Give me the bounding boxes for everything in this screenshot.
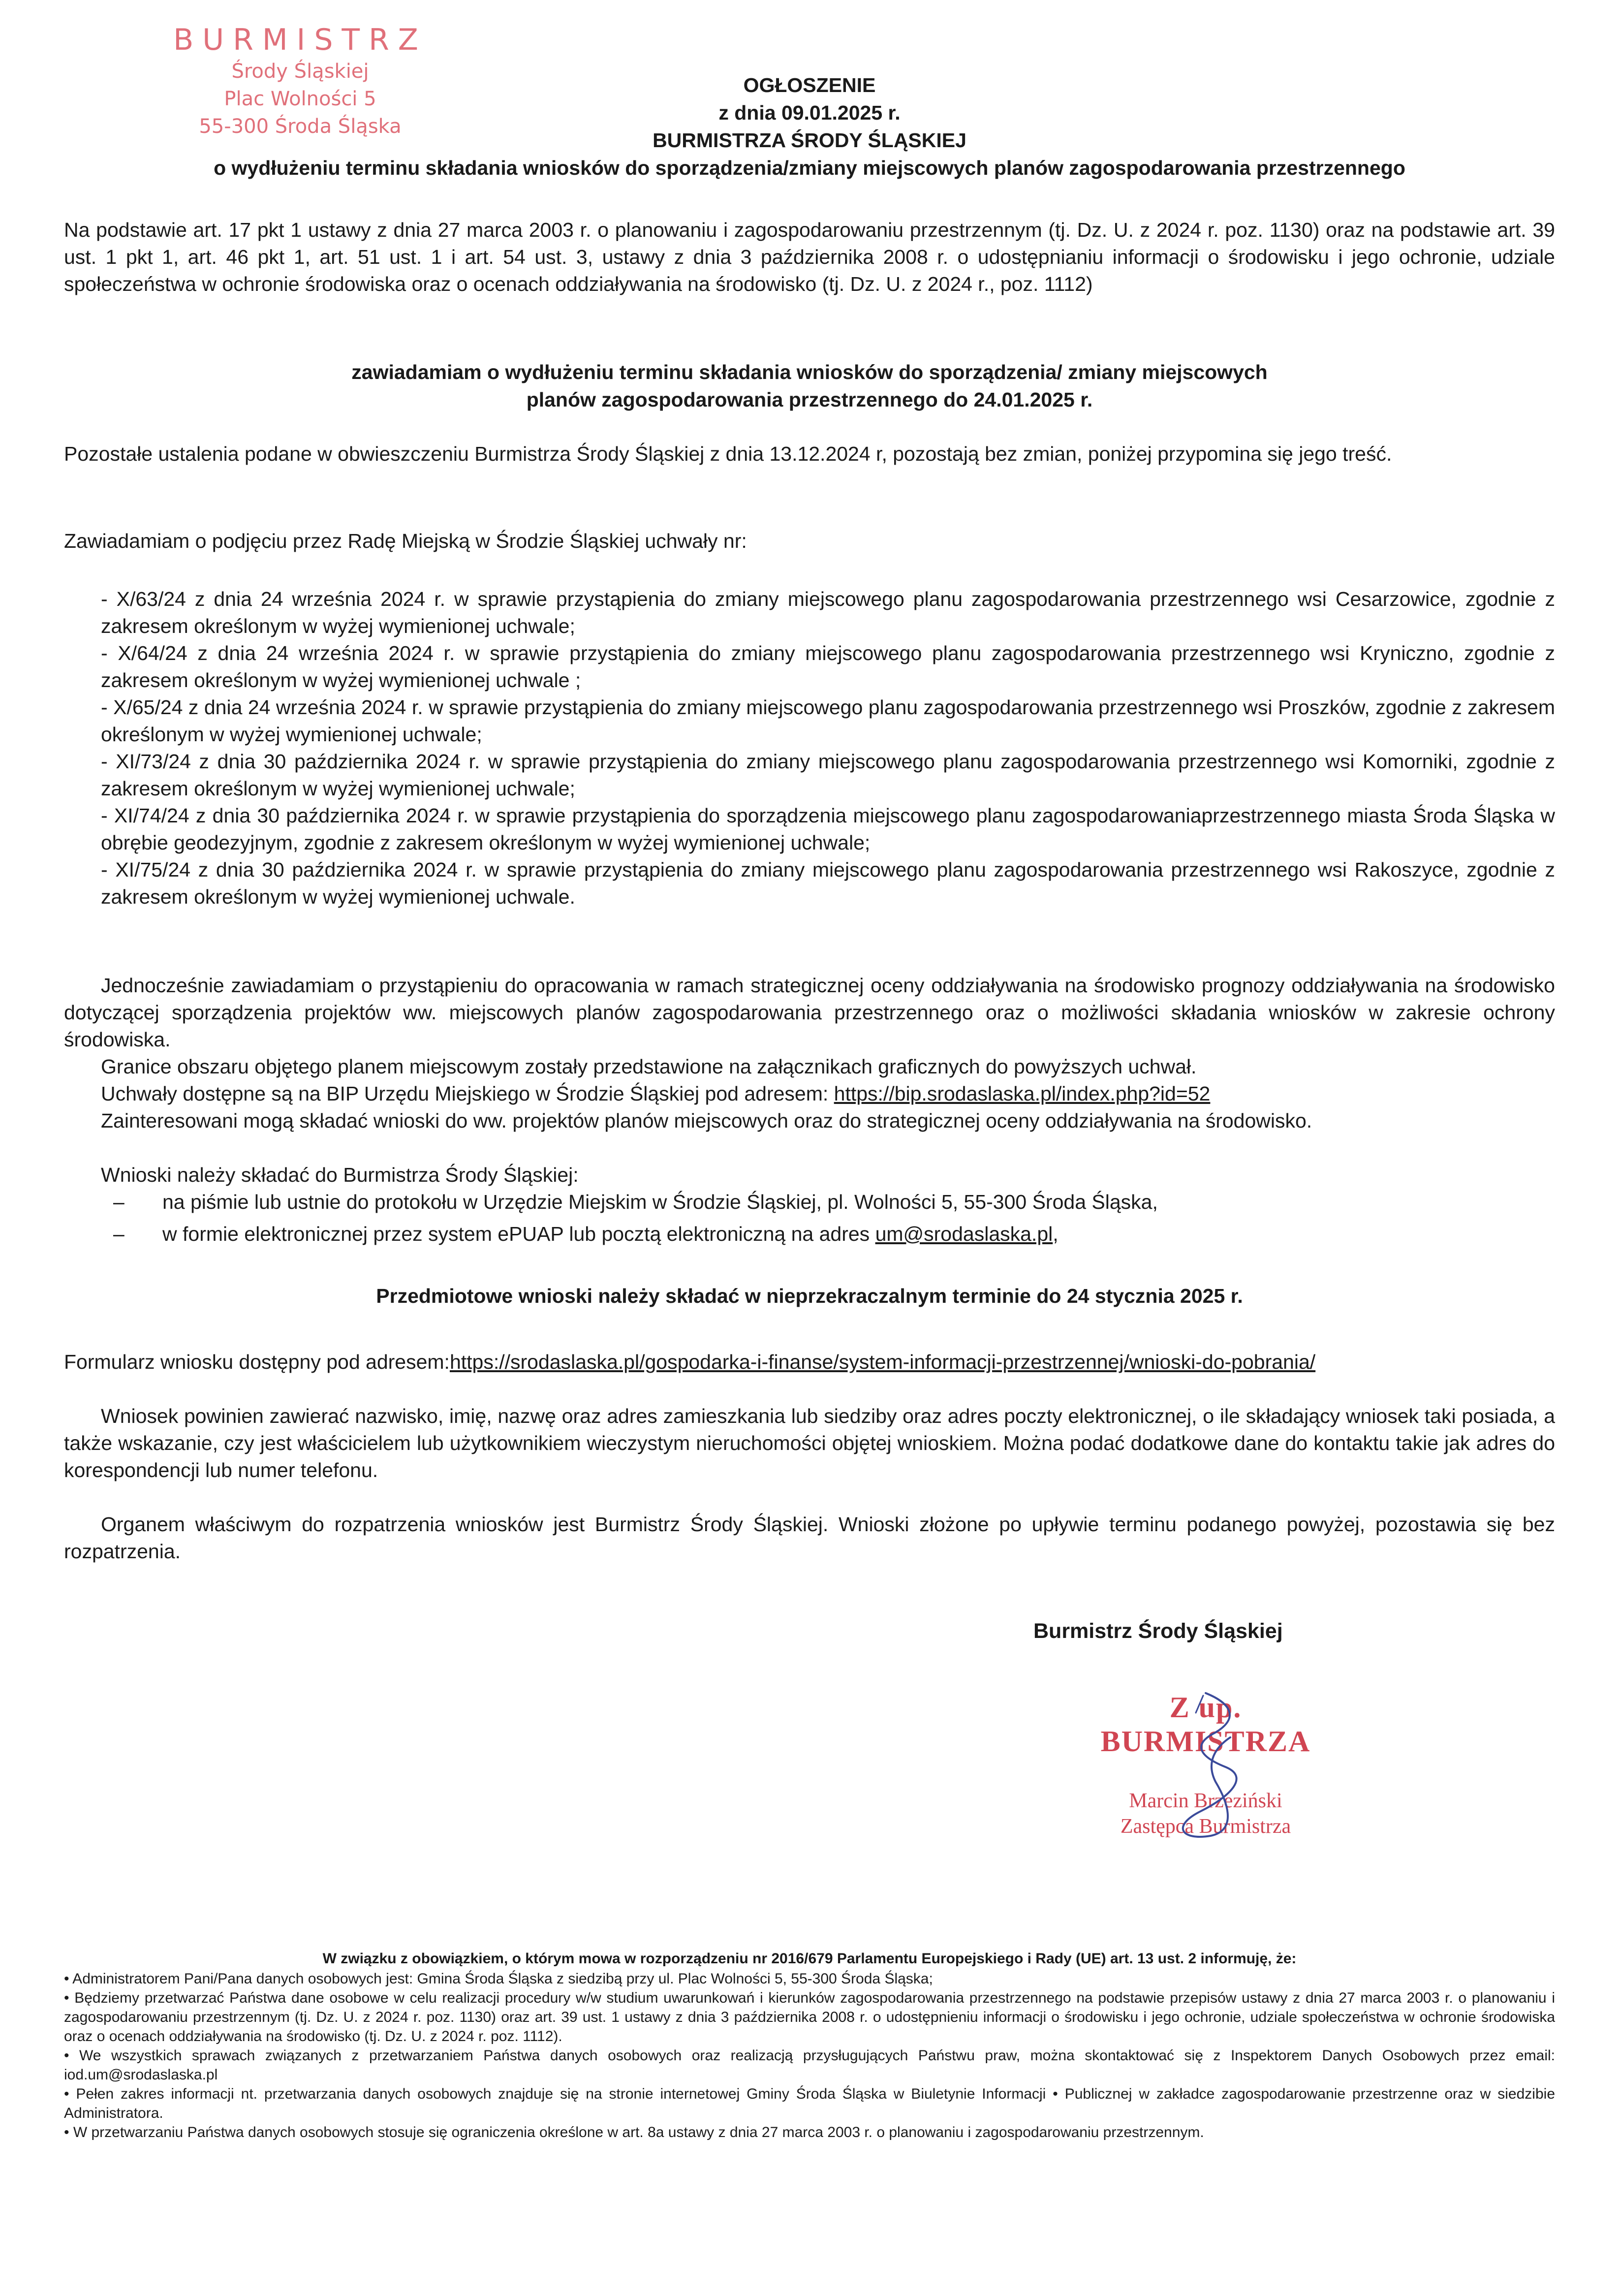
submission-option-2: [113, 1221, 1059, 1248]
resolutions-list: [101, 586, 1555, 911]
gdpr-item: • Pełen zakres informacji nt. przetwarzania danych osobowych znajduje się na stronie internetowej Gminy Środa Śląska w Biuletynie Informacji • Publicznej w zakładce zagospodarowanie przestrzenne oraz w siedzibie Administratora.: [64, 2086, 1555, 2121]
stamp-sig-line-2: Marcin Brzeziński: [1129, 1790, 1282, 1812]
notice-statement: [64, 358, 1555, 413]
document-authority: BURMISTRZA ŚRODY ŚLĄSKIEJ: [653, 129, 966, 152]
authority-note: Organem właściwym do rozpatrzenia wniosków jest Burmistrz Środy Śląskiej. Wnioski złożone po upływie terminu podanego powyżej, pozostawia się bez rozpatrzenia.: [64, 1513, 1555, 1563]
stamp-line-2: Środy Śląskiej: [231, 60, 369, 83]
stamp-line-1: BURMISTRZ: [173, 23, 427, 57]
document-header: [64, 71, 1555, 182]
submission-option-1: [113, 1189, 1158, 1216]
submission-option-2-text: w formie elektronicznej przez system ePUAP lub pocztą elektroniczną na adres: [162, 1223, 875, 1245]
document-date: z dnia 09.01.2025 r.: [718, 101, 901, 124]
form-text: Formularz wniosku dostępny pod adresem:: [64, 1351, 450, 1373]
notice-line-2: planów zagospodarowania przestrzennego do 24.01.2025 r.: [526, 388, 1093, 411]
resolution-item: - XI/73/24 z dnia 30 października 2024 r. w sprawie przystąpienia do zmiany miejscowego planu zagospodarowania przestrzennego wsi Komorniki, zgodnie z zakresem określonym w wyżej wymienionej uchwale;: [101, 750, 1555, 800]
email-link[interactable]: um@srodaslaska.pl: [875, 1223, 1053, 1245]
resolution-item: - X/63/24 z dnia 24 września 2024 r. w sprawie przystąpienia do zmiany miejscowego planu zagospodarowania przestrzennego wsi Cesarzowice, zgodnie z zakresem określonym w wyżej wymienionej uchwale;: [101, 588, 1555, 637]
bip-text: Uchwały dostępne są na BIP Urzędu Miejskiego w Środzie Śląskiej pod adresem:: [101, 1082, 834, 1105]
body-paragraph-2: Granice obszaru objętego planem miejscowym zostały przedstawione na załącznikach graficznych do powyższych uchwał.: [101, 1055, 1197, 1078]
form-paragraph: [64, 1349, 1555, 1376]
document-subject: o wydłużeniu terminu składania wniosków do sporządzenia/zmiany miejscowych planów zagospodarowania przestrzennego: [214, 157, 1405, 179]
gdpr-heading: W związku z obowiązkiem, o którym mowa w rozporządzeniu nr 2016/679 Parlamentu Europejskiego i Rady (UE) art. 13 ust. 2 informuję, że:: [322, 1950, 1297, 1967]
deadline-statement: Przedmiotowe wnioski należy składać w nieprzekraczalnym terminie do 24 stycznia 2025 r.: [376, 1285, 1243, 1307]
resolutions-intro: Zawiadamiam o podjęciu przez Radę Miejską w Środzie Śląskiej uchwały nr:: [64, 530, 747, 552]
stamp-sig-line-1: Z up. BURMISTRZA: [1100, 1691, 1311, 1758]
signatory-title: Burmistrz Środy Śląskiej: [1033, 1619, 1283, 1643]
gdpr-item: • We wszystkich sprawach związanych z przetwarzaniem Państwa danych osobowych oraz realizacją przysługujących Państwu praw, można skontaktować się z Inspektorem Danych Osobowych przez email: iod.um@srodaslaska.pl: [64, 2047, 1555, 2083]
gdpr-item: • Będziemy przetwarzać Państwa dane osobowe w celu realizacji procedury w/w studium uwarunkowań i kierunków zagospodarowania przestrzennego na podstawie przepisów ustawy z dnia 27 marca 2003 r. o planowaniu i zagospodarowaniu przestrzennym (tj. Dz. U. z 2024 r. poz. 1130) oraz art. 39 ust. 1 ustawy z dnia 3 października 2008 r. o udostępnieniu informacji o środowisku i jego ochronie, udziale społeczeństwa w ochronie środowiska oraz o ocenach oddziaływania na środowisko (tj. Dz. U. z 2024 r. poz. 1112).: [64, 1990, 1555, 2044]
resolution-item: - XI/75/24 z dnia 30 października 2024 r. w sprawie przystąpienia do zmiany miejscowego planu zagospodarowania przestrzennego wsi Rakoszyce, zgodnie z zakresem określonym w wyżej wymienionej uchwale.: [101, 858, 1555, 908]
gdpr-footer: [64, 1949, 1555, 2142]
stamp-line-3: Plac Wolności 5: [224, 88, 376, 110]
resolution-item: - X/64/24 z dnia 24 września 2024 r. w sprawie przystąpienia do zmiany miejscowego planu zagospodarowania przestrzennego wsi Kryniczno, zgodnie z zakresem określonym w wyżej wymienionej uchwale ;: [101, 642, 1555, 692]
handwritten-signature: [1053, 1683, 1358, 1846]
body-paragraph-4: Zainteresowani mogą składać wnioski do ww. projektów planów miejscowych oraz do strategicznej oceny oddziaływania na środowisko.: [101, 1109, 1312, 1132]
resolution-item: - X/65/24 z dnia 24 września 2024 r. w sprawie przystąpienia do zmiany miejscowego planu zagospodarowania przestrzennego wsi Proszków, zgodnie z zakresem określonym w wyżej wymienionej uchwale;: [101, 696, 1555, 746]
notice-line-1: zawiadamiam o wydłużeniu terminu składania wniosków do sporządzenia/ zmiany miejscowych: [351, 361, 1268, 383]
body-paragraph-5: Wnioski należy składać do Burmistrza Środy Śląskiej:: [101, 1164, 579, 1186]
dash-bullet: –: [113, 1191, 125, 1213]
form-link[interactable]: https://srodaslaska.pl/gospodarka-i-finanse/system-informacji-przestrzennej/wnioski-do-pobrania/: [449, 1351, 1316, 1373]
body-paragraph-3: [64, 1080, 1555, 1107]
submission-option-1-text: na piśmie lub ustnie do protokołu w Urzędzie Miejskim w Środzie Śląskiej, pl. Wolności 5, 55-300 Środa Śląska,: [162, 1191, 1158, 1213]
body-paragraph-1: Jednocześnie zawiadamiam o przystąpieniu do opracowania w ramach strategicznej oceny oddziaływania na środowisko prognozy oddziaływania na środowisko dotyczącej sporządzenia projektów ww. miejscowych planów zagospodarowania przestrzennego oraz o możliwości składania wniosków w zakresie ochrony środowiska.: [64, 974, 1555, 1051]
bip-link[interactable]: https://bip.srodaslaska.pl/index.php?id=52: [834, 1082, 1211, 1105]
gdpr-item: • Administratorem Pani/Pana danych osobowych jest: Gmina Środa Śląska z siedzibą przy ul. Plac Wolności 5, 55-300 Środa Śląska;: [64, 1971, 933, 1987]
remaining-paragraph: Pozostałe ustalenia podane w obwieszczeniu Burmistrza Środy Śląskiej z dnia 13.12.2024 r, pozostają bez zmian, poniżej przypomina się jego treść.: [64, 442, 1392, 465]
legal-basis-paragraph: Na podstawie art. 17 pkt 1 ustawy z dnia 27 marca 2003 r. o planowaniu i zagospodarowaniu przestrzennym (tj. Dz. U. z 2024 r. poz. 1130) oraz na podstawie art. 39 ust. 1 pkt 1, art. 46 pkt 1, art. 51 ust. 1 i art. 54 ust. 3, ustawy z dnia 3 października 2008 r. o udostępnianiu informacji o środowisku i jego ochronie, udziale społeczeństwa w ochronie środowiska oraz o ocenach oddziaływania na środowisko (tj. Dz. U. z 2024 r., poz. 1112): [64, 219, 1555, 295]
resolution-item: - XI/74/24 z dnia 30 października 2024 r. w sprawie przystąpienia do sporządzenia miejscowego planu zagospodarowaniaprzestrzennego miasta Środa Śląska w obrębie geodezyjnym, zgodnie z zakresem określonym w wyżej wymienionej uchwale;: [101, 804, 1555, 854]
content-requirements: Wniosek powinien zawierać nazwisko, imię, nazwę oraz adres zamieszkania lub siedziby oraz adres poczty elektronicznej, o ile składający wniosek taki posiada, a także wskazanie, czy jest właścicielem lub użytkownikiem wieczystym nieruchomości objętej wnioskiem. Można podać dodatkowe dane do kontaktu takie jak adres do korespondencji lub numer telefonu.: [64, 1405, 1555, 1481]
dash-bullet: –: [113, 1223, 125, 1245]
submission-option-2-end: ,: [1053, 1223, 1059, 1245]
document-title: OGŁOSZENIE: [743, 74, 876, 96]
stamp-line-4: 55-300 Środa Śląska: [199, 115, 402, 138]
stamp-sig-line-3: Zastępca Burmistrza: [1120, 1815, 1291, 1838]
gdpr-item: • W przetwarzaniu Państwa danych osobowych stosuje się ograniczenia określone w art. 8a ustawy z dnia 27 marca 2003 r. o planowaniu i zagospodarowaniu przestrzennym.: [64, 2124, 1204, 2140]
